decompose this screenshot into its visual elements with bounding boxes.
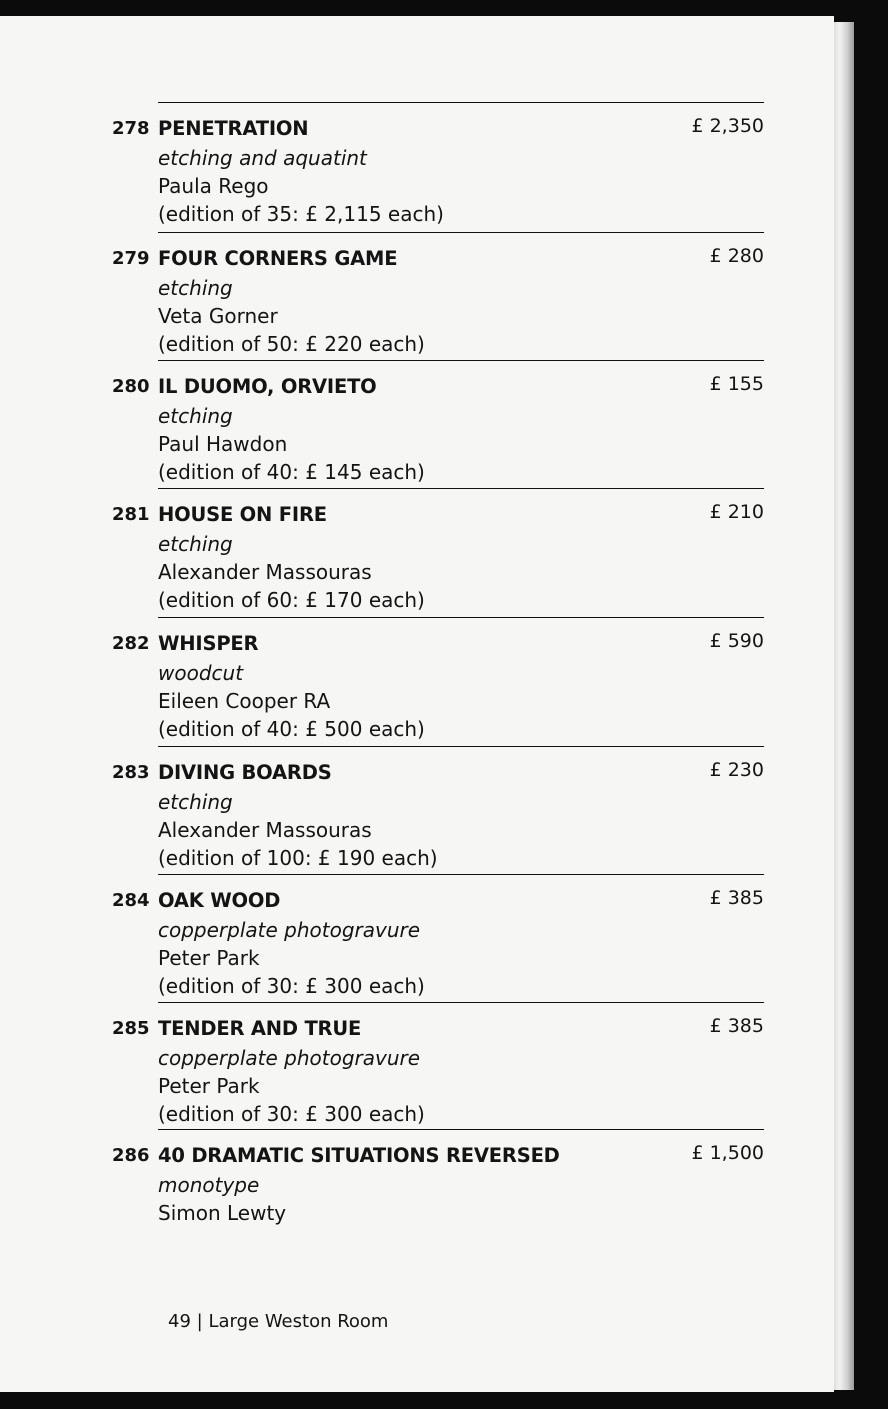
entry-price: £ 1,500 xyxy=(691,1142,764,1164)
catalogue-entry xyxy=(112,874,764,1000)
entry-medium: copperplate photogravure xyxy=(158,1046,421,1070)
entry-edition: (edition of 35: £ 2,115 each) xyxy=(158,202,444,226)
entry-price: £ 2,350 xyxy=(691,115,764,137)
entry-price: £ 210 xyxy=(709,501,764,523)
entry-medium: etching and aquatint xyxy=(158,146,367,170)
entry-artist: Veta Gorner xyxy=(158,304,278,328)
entry-artist: Peter Park xyxy=(158,946,260,970)
entry-number: 278 xyxy=(112,118,150,139)
entry-number: 286 xyxy=(112,1145,150,1166)
entry-title: FOUR CORNERS GAME xyxy=(158,247,398,270)
entry-edition: (edition of 50: £ 220 each) xyxy=(158,332,425,356)
entry-price: £ 230 xyxy=(709,759,764,781)
entry-title: OAK WOOD xyxy=(158,889,281,912)
entry-title: IL DUOMO, ORVIETO xyxy=(158,375,377,398)
entry-artist: Paula Rego xyxy=(158,174,269,198)
entry-artist: Simon Lewty xyxy=(158,1201,287,1225)
room-name: Large Weston Room xyxy=(208,1311,389,1332)
entry-title: HOUSE ON FIRE xyxy=(158,503,327,526)
entry-price: £ 155 xyxy=(709,373,764,395)
entry-number: 280 xyxy=(112,376,150,397)
entry-edition: (edition of 30: £ 300 each) xyxy=(158,1102,425,1126)
entry-price: £ 385 xyxy=(709,1015,764,1037)
entry-medium: etching xyxy=(158,276,233,300)
entry-medium: etching xyxy=(158,532,233,556)
entry-number: 284 xyxy=(112,890,150,911)
entry-medium: woodcut xyxy=(158,661,244,685)
entry-edition: (edition of 40: £ 145 each) xyxy=(158,460,425,484)
footer-separator: | xyxy=(196,1311,203,1332)
catalogue-entry xyxy=(112,232,764,358)
catalogue-entry xyxy=(112,746,764,872)
catalogue-entry xyxy=(112,617,764,743)
catalogue-entry xyxy=(112,488,764,614)
entry-number: 279 xyxy=(112,248,150,269)
catalogue-entry xyxy=(112,1002,764,1128)
catalogue-entry xyxy=(112,102,764,228)
entry-price: £ 590 xyxy=(709,630,764,652)
page-edge xyxy=(832,22,854,1390)
page-number: 49 xyxy=(168,1311,191,1332)
entry-artist: Eileen Cooper RA xyxy=(158,689,331,713)
entry-title: WHISPER xyxy=(158,632,259,655)
entry-number: 283 xyxy=(112,762,150,783)
entry-edition: (edition of 30: £ 300 each) xyxy=(158,974,425,998)
entry-title: 40 DRAMATIC SITUATIONS REVERSED xyxy=(158,1144,560,1167)
entry-edition: (edition of 100: £ 190 each) xyxy=(158,846,438,870)
entry-artist: Paul Hawdon xyxy=(158,432,288,456)
entry-medium: etching xyxy=(158,404,233,428)
catalogue-page xyxy=(0,16,834,1392)
entry-artist: Alexander Massouras xyxy=(158,818,372,842)
entry-medium: etching xyxy=(158,790,233,814)
entry-medium: monotype xyxy=(158,1173,260,1197)
entry-medium: copperplate photogravure xyxy=(158,918,421,942)
entry-title: TENDER AND TRUE xyxy=(158,1017,362,1040)
entry-artist: Alexander Massouras xyxy=(158,560,372,584)
entry-number: 285 xyxy=(112,1018,150,1039)
entry-price: £ 280 xyxy=(709,245,764,267)
catalogue-entry xyxy=(112,360,764,486)
entry-title: DIVING BOARDS xyxy=(158,761,332,784)
entry-edition: (edition of 40: £ 500 each) xyxy=(158,717,425,741)
entry-title: PENETRATION xyxy=(158,117,309,140)
page-footer xyxy=(168,1309,388,1335)
entry-price: £ 385 xyxy=(709,887,764,909)
catalogue-entry xyxy=(112,1129,764,1227)
entry-number: 282 xyxy=(112,633,150,654)
entry-artist: Peter Park xyxy=(158,1074,260,1098)
entry-number: 281 xyxy=(112,504,150,525)
entry-edition: (edition of 60: £ 170 each) xyxy=(158,588,425,612)
